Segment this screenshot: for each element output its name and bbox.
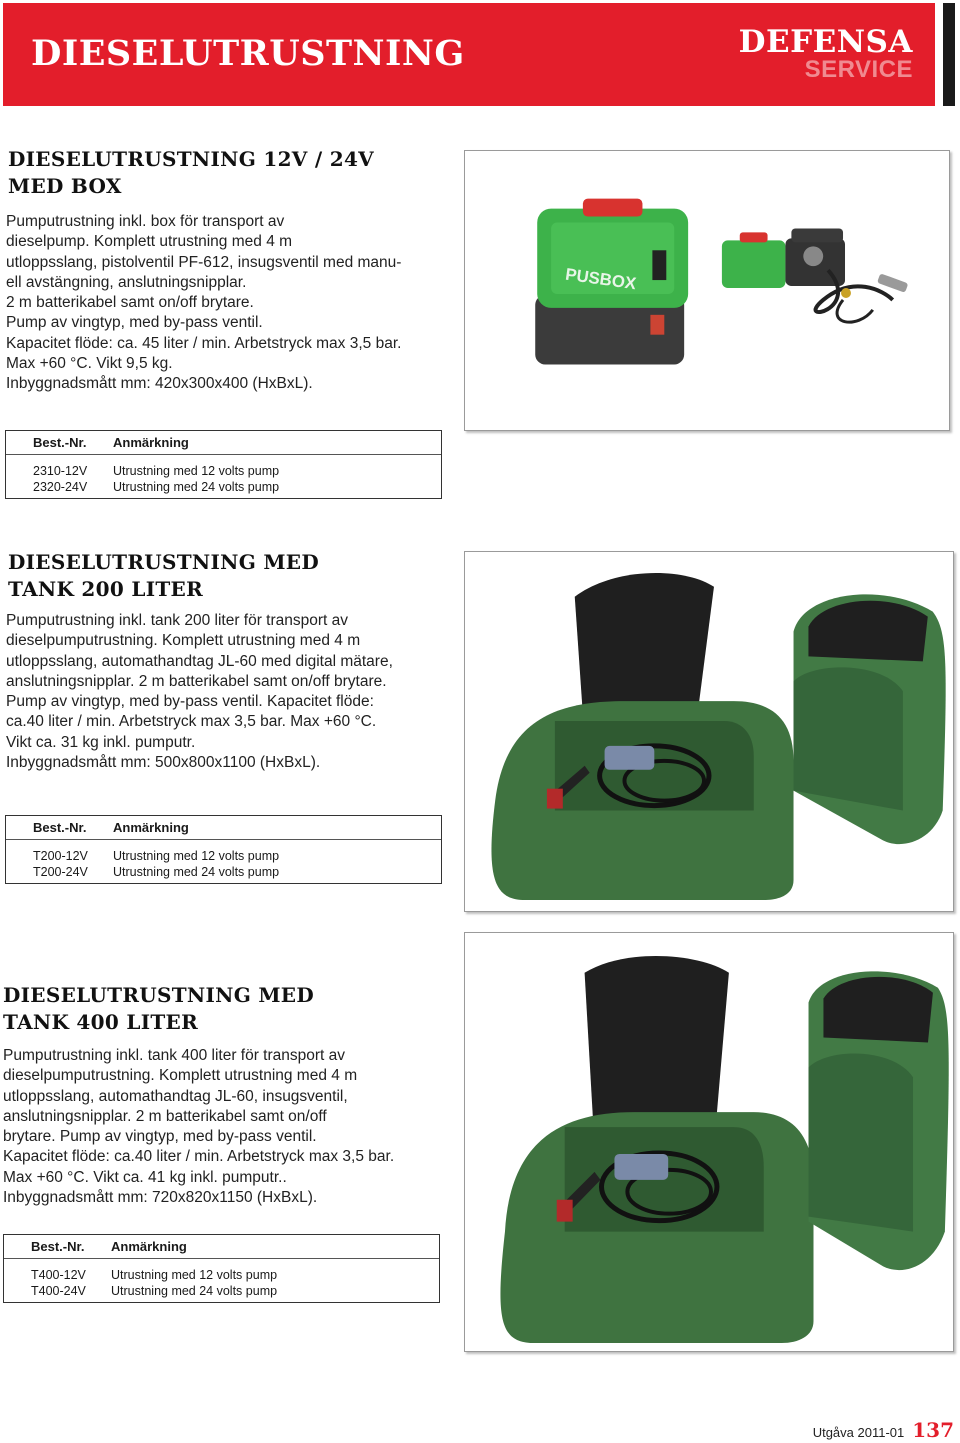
order-number: T200-12V	[33, 849, 88, 863]
section-tank-200	[8, 549, 458, 773]
header-stripe	[943, 3, 955, 106]
table-row	[6, 463, 441, 479]
product-photo-tank-400	[464, 932, 954, 1352]
brand-name: DEFENSA	[738, 24, 913, 60]
section-title-line: MED BOX	[8, 174, 122, 198]
header-band	[3, 3, 935, 106]
section-title-line: TANK 400 LITER	[3, 1010, 199, 1034]
section-description: Pumputrustning inkl. tank 200 liter för transport av dieselpumputrustning. Komplett utrustning med 4 m utloppsslang, automathandtag JL-60 med digital mätare, anslutningsnipplar. 2 m batterikabel samt on/off brytare. Pump av vingtyp, med by-pass ventil. Kapacitet flöde: ca.40 liter / min. Arbetstryck max 3,5 bar. Max +60 °C. Vikt ca. 31 kg inkl. pumputr. Inbyggnadsmått mm: 500x800x1100 (HxBxL).	[6, 612, 393, 772]
product-photo-tank-200	[464, 551, 954, 912]
footer	[813, 1418, 954, 1442]
page-number: 137	[912, 1418, 954, 1442]
column-header-nr: Best.-Nr.	[31, 1239, 85, 1254]
order-note: Utrustning med 24 volts pump	[111, 1284, 278, 1298]
order-table	[5, 430, 442, 499]
order-number: T400-12V	[31, 1268, 86, 1282]
pump-box-image	[535, 199, 688, 365]
section-tank-400	[3, 982, 458, 1208]
order-number: T200-24V	[33, 865, 88, 879]
order-note: Utrustning med 24 volts pump	[113, 480, 280, 494]
section-title	[8, 146, 458, 200]
order-table	[5, 815, 442, 884]
column-header-note: Anmärkning	[111, 1239, 187, 1254]
section-description: Pumputrustning inkl. box för transport av dieselpump. Komplett utrustning med 4 m utloppsslang, pistolventil PF-612, insugsventil med manu- ell avstängning, anslutningsnipplar. 2 m batterikabel samt on/off brytare. Pump av vingtyp, med by-pass ventil. Kapacitet flöde: ca. 45 liter / min. Arbetstryck max 3,5 bar. Max +60 °C. Vikt 9,5 kg. Inbyggnadsmått mm: 420x300x400 (HxBxL).	[6, 213, 402, 393]
table-row	[4, 1267, 439, 1283]
product-photo-box	[464, 150, 950, 431]
table-header	[6, 816, 441, 840]
section-description: Pumputrustning inkl. tank 400 liter för transport av dieselpumputrustning. Komplett utrustning med 4 m utloppsslang, automathandtag JL-60, insugsventil, anslutningsnipplar. 2 m batterikabel samt on/off brytare. Pump av vingtyp, med by-pass ventil. Kapacitet flöde: ca.40 liter / min. Arbetstryck max 3,5 bar. Max +60 °C. Vikt ca. 41 kg inkl. pumputr.. Inbyggnadsmått mm: 720x820x1150 (HxBxL).	[3, 1047, 395, 1207]
page-title: DIESELUTRUSTNING	[31, 33, 465, 74]
order-note: Utrustning med 12 volts pump	[113, 849, 280, 863]
column-header-nr: Best.-Nr.	[33, 435, 87, 450]
order-note: Utrustning med 12 volts pump	[111, 1268, 278, 1282]
order-note: Utrustning med 12 volts pump	[113, 464, 280, 478]
column-header-note: Anmärkning	[113, 435, 189, 450]
table-header	[6, 431, 441, 455]
open-box-image	[722, 228, 908, 322]
order-note: Utrustning med 24 volts pump	[113, 865, 280, 879]
table-row	[6, 864, 441, 880]
tank-image	[500, 956, 948, 1343]
section-title-line: DIESELUTRUSTNING MED	[3, 983, 314, 1007]
column-header-nr: Best.-Nr.	[33, 820, 87, 835]
section-title	[3, 982, 458, 1036]
order-table	[3, 1234, 440, 1303]
edition-label: Utgåva 2011-01	[812, 1425, 905, 1440]
order-number: 2310-12V	[33, 464, 88, 478]
brand-logo	[738, 24, 913, 83]
tank-image	[491, 573, 945, 900]
brand-subtitle: SERVICE	[804, 56, 913, 83]
table-row	[4, 1283, 439, 1299]
table-header	[4, 1235, 439, 1259]
order-number: T400-24V	[31, 1284, 86, 1298]
table-row	[6, 479, 441, 495]
column-header-note: Anmärkning	[113, 820, 189, 835]
section-title-line: DIESELUTRUSTNING 12V / 24V	[8, 147, 375, 171]
section-title-line: TANK 200 LITER	[8, 577, 204, 601]
table-row	[6, 848, 441, 864]
box-label: PUSBOX	[564, 264, 638, 294]
order-number: 2320-24V	[33, 480, 88, 494]
section-title-line: DIESELUTRUSTNING MED	[8, 550, 319, 574]
section-box	[8, 146, 458, 395]
section-title	[8, 549, 458, 603]
